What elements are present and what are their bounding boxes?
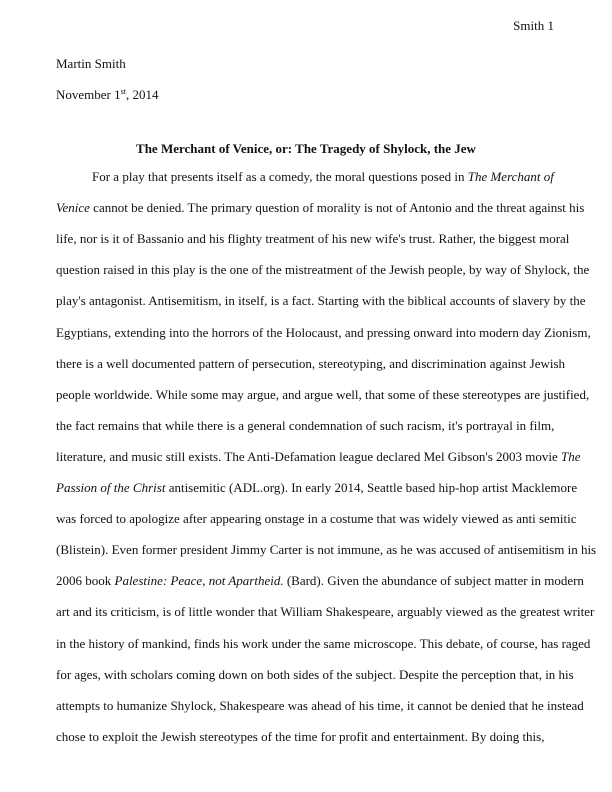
date-ordinal-suffix: st (120, 87, 126, 96)
line-text: for ages, with scholars coming down on both sides of the subject. Despite the perception that, in his (56, 666, 574, 682)
body-line (56, 573, 584, 589)
body-line (56, 480, 578, 496)
line-text: (Bard). Given the abundance of subject matter in modern (283, 573, 584, 589)
body-line (56, 448, 581, 465)
italic-title-text: The Merchant of (467, 169, 554, 184)
italic-title-text: The (561, 448, 581, 464)
body-line (56, 666, 574, 683)
body-line (56, 697, 584, 714)
line-text: art and its criticism, is of little wonder that William Shakespeare, arguably viewed as the greatest writer (56, 604, 595, 620)
line-text: question raised in this play is the one of the mistreatment of the Jewish people, by way of Shylock, the (56, 262, 590, 278)
body-line (56, 386, 590, 403)
line-text: 2006 book (56, 573, 115, 589)
line-text: play's antagonist. Antisemitism, in itself, is a fact. Starting with the biblical accounts of slavery by the (56, 293, 586, 309)
line-text: (Blistein). Even former president Jimmy Carter is not immune, as he was accused of antisemitism in his (56, 542, 597, 558)
essay-date (56, 87, 158, 103)
body-line (56, 511, 577, 527)
author-name: Martin Smith (56, 56, 126, 71)
line-text: literature, and music still exists. The Anti-Defamation league declared Mel Gibson's 2003 movie (56, 448, 562, 464)
body-line (56, 635, 591, 652)
line-text: life, nor is it of Bassanio and his flighty treatment of his new wife's trust. Rather, the biggest moral (56, 231, 570, 247)
line-text: cannot be denied. The primary question of morality is not of Antonio and the threat against his (89, 200, 585, 216)
body-line (56, 355, 566, 372)
line-text: antisemitic (ADL.org). In early 2014, Seattle based hip-hop artist Macklemore (165, 480, 578, 495)
line-text: Egyptians, extending into the horrors of the Holocaust, and pressing onward into modern day Zionism, (56, 324, 591, 340)
body-line (92, 169, 592, 185)
body-line (56, 293, 586, 309)
running-head: Smith 1 (513, 18, 554, 33)
line-text: For a play that presents itself as a comedy, the moral questions posed in (92, 169, 468, 184)
body-line (56, 231, 570, 247)
italic-title-text: Venice (56, 200, 90, 216)
line-text: chose to exploit the Jewish stereotypes of the time for profit and entertainment. By doing this, (56, 728, 545, 744)
body-line (56, 200, 585, 216)
body-line (56, 729, 556, 745)
essay-title: The Merchant of Venice, or: The Tragedy of Shylock, the Jew (136, 141, 476, 156)
line-text: attempts to humanize Shylock, Shakespeare was ahead of his time, it cannot be denied that he instead (56, 697, 584, 713)
body-line (56, 542, 597, 558)
line-text: was forced to apologize after appearing onstage in a costume that was widely viewed as anti semitic (56, 511, 577, 527)
italic-title-text: Passion of the Christ (56, 480, 166, 495)
line-text: the fact remains that while there is a general condemnation of such racism, it's portrayal in film, (56, 417, 555, 433)
body-line (56, 324, 591, 341)
italic-title-text: Palestine: Peace, not Apartheid. (114, 573, 284, 589)
line-text: people worldwide. While some may argue, and argue well, that some of these stereotypes are justified, (56, 386, 590, 402)
body-line (56, 604, 595, 620)
body-line (56, 418, 556, 434)
line-text: there is a well documented pattern of persecution, stereotyping, and discrimination against Jewish (56, 355, 566, 371)
line-text: in the history of mankind, finds his work under the same microscope. This debate, of course, has raged (56, 635, 591, 651)
date-prefix: November 1 (56, 87, 121, 102)
date-year: , 2014 (125, 87, 159, 102)
body-line (56, 262, 590, 278)
